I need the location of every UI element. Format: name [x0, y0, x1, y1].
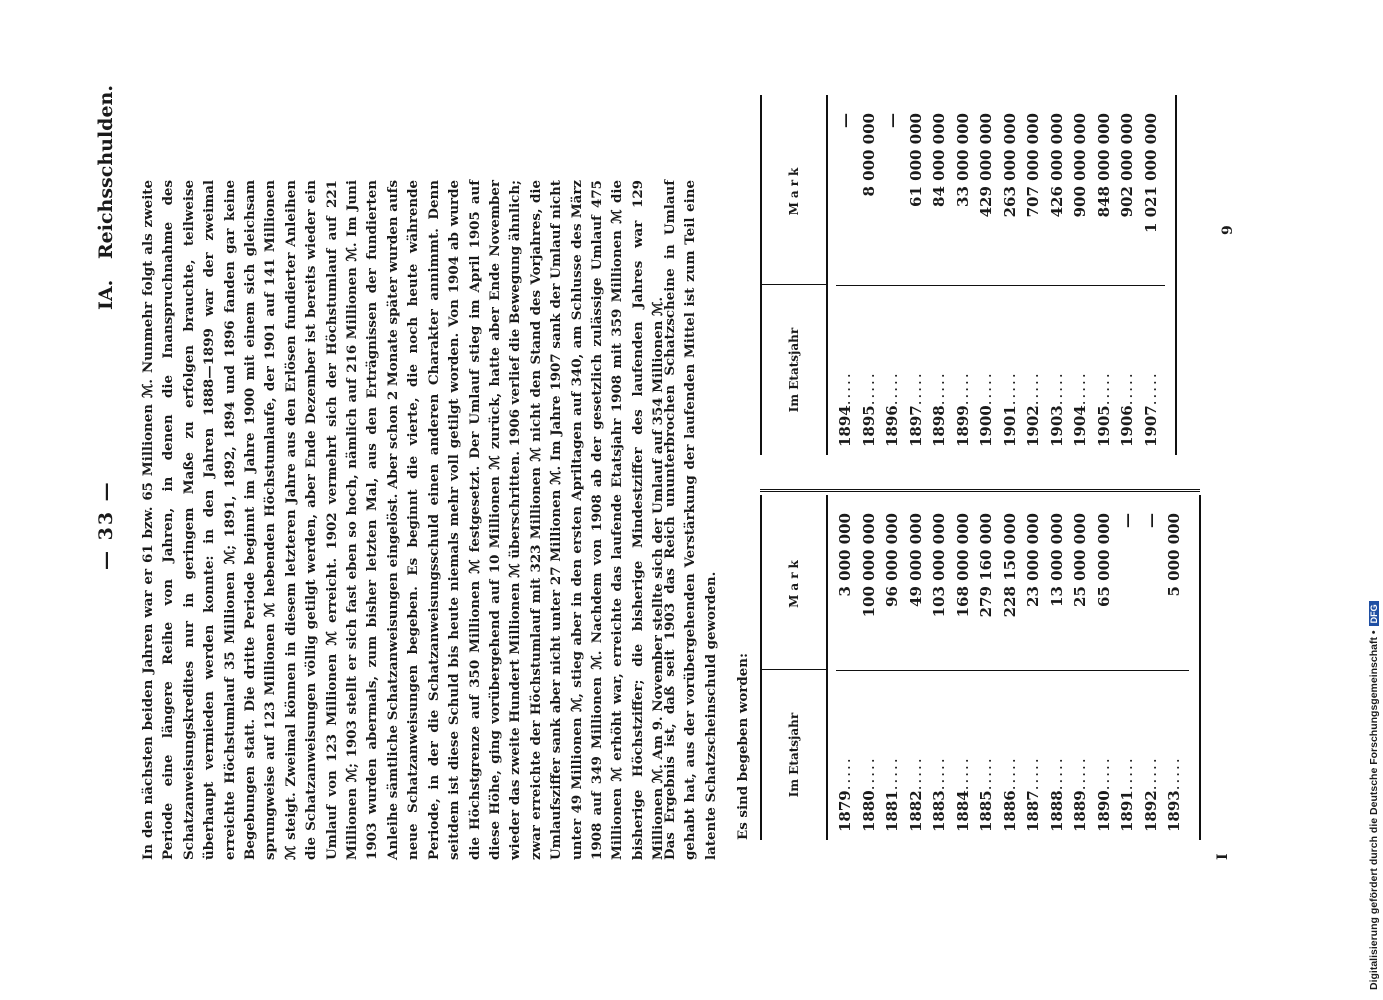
year-cell: [1142, 285, 1166, 455]
year-cell: [954, 285, 978, 455]
table-body: [828, 95, 1175, 455]
year-cell: [1001, 285, 1025, 455]
year-value: 1900: [977, 405, 995, 447]
year-cell: [836, 670, 860, 840]
year-cell: [954, 670, 978, 840]
year-cell: [907, 285, 931, 455]
year-value: 1887: [1024, 790, 1042, 832]
year-value: 1880: [859, 790, 878, 832]
amount-cell: 3 000 000: [836, 513, 854, 597]
year-cell: [930, 670, 954, 840]
year-cell: [883, 670, 907, 840]
amount-cell: 100 000 000: [859, 513, 878, 618]
table-row: [1001, 495, 1025, 840]
leader-dots: .....: [859, 371, 878, 406]
amount-cell: 848 000 000: [1094, 113, 1113, 218]
table-row: [1118, 495, 1142, 840]
leader-dots: .....: [859, 756, 878, 791]
table-row: [954, 95, 978, 455]
page-header: [95, 0, 125, 1000]
leader-dots: .....: [1118, 756, 1136, 791]
year-cell: [1095, 670, 1119, 840]
leader-dots: .....: [1118, 371, 1136, 406]
amount-cell: 25 000 000: [1071, 513, 1089, 607]
leader-dots: .....: [930, 371, 948, 406]
year-cell: [1142, 670, 1166, 840]
year-value: 1898: [930, 405, 948, 447]
amount-cell: 168 000 000: [953, 513, 972, 618]
table-row: [1095, 495, 1119, 840]
year-cell: [1165, 670, 1189, 840]
table-right: [760, 95, 1177, 455]
year-cell: [860, 670, 884, 840]
amount-cell: 49 000 000: [906, 513, 925, 607]
leader-dots: .....: [836, 756, 854, 791]
year-value: 1879: [836, 790, 854, 832]
year-value: 1892: [1141, 790, 1160, 832]
amount-cell: 5 000 000: [1165, 513, 1183, 597]
table-row: [930, 495, 954, 840]
table-row: [836, 95, 860, 455]
paragraph-main: In den nächsten beiden Jahren war er 61 bzw. 65 Millionen ℳ. Nunmehr folgt als zweite Periode eine längere Reihe von Jahren, in denen die Inanspruchnahme des Schatzanweisungskredites nur in geringem Maße zu erfolgen brauchte, teilweise überhaupt vermieden werden konnte: in den Jahren 1888—1899 war der zweimal erreichte Höchstumlauf 35 Millionen ℳ; 1891, 1892, 1894 und 1896 fanden gar keine Begebungen statt. Die dritte Periode beginnt im Jahre 1900 mit einem sich gleichsam sprungweise auf 123 Millionen ℳ hebenden Höchstumlaufe, der 1901 auf 141 Millionen ℳ steigt. Zweimal können in diesem letzteren Jahre aus den Erlösen fundierter Anleihen die Schatzanweisungen völlig getilgt werden, aber Ende Dezember ist bereits wieder ein Umlauf von 123 Millionen ℳ erreicht. 1902 vermehrt sich der Höchstumlauf auf 221 Millionen ℳ; 1903 stellt er sich fast eben so hoch, nämlich auf 216 Millionen ℳ. Im Juni 1903 wurden abermals, zum bisher letzten Mal, aus den Erträgnissen der fundierten Anleihe sämtliche Schatzanweisungen eingelöst. Aber schon 2 Monate später wurden aufs neue Schatzanweisungen begeben. Es beginnt die vierte, die noch heute währende Periode, in der die Schatzanweisungsschuld einen anderen Charakter annimmt. Denn seitdem ist diese Schuld bis heute niemals mehr voll getilgt worden. Von 1904 ab wurde die Höchstgrenze auf 350 Millionen ℳ festgesetzt. Der Umlauf stieg im April 1905 auf diese Höhe, ging vorübergehend auf 10 Millionen ℳ zurück, hatte aber Ende November wieder das zweite Hundert Millionen ℳ überschritten. 1906 verlief die Bewegung ähnlich; zwar erreichte der Höchstumlauf mit 323 Millionen ℳ nicht den Stand des Vorjahres, die Umlaufsziffer sank aber nicht unter 27 Millionen ℳ. Im Jahre 1907 sank der Umlauf nicht unter 49 Millionen ℳ, stieg aber in den ersten Apriltagen auf 340, am Schlusse des März 1908 auf 349 Millionen ℳ. Nachdem von 1908 ab der gesetzlich zulässige Umlauf 475 Millionen ℳ erhöht war, erreichte das laufende Etatsjahr 1908 mit 359 Millionen ℳ die bisherige Höchstziffer; die bisherige Mindestziffer des laufenden Jahres war 129 Millionen ℳ. Am 9. November stellte sich der Umlauf auf 354 Millionen ℳ.: [140, 180, 667, 860]
table-row: [954, 495, 978, 840]
year-cell: [1024, 285, 1048, 455]
leader-dots: .....: [953, 756, 972, 791]
table-intro: Es sind begeben worden:: [735, 653, 751, 840]
table-row: [1165, 495, 1189, 840]
table-row: [860, 95, 884, 455]
year-value: 1906: [1118, 405, 1136, 447]
digitization-credit: [1368, 0, 1382, 990]
year-value: 1903: [1047, 405, 1066, 447]
leader-dots: .....: [930, 756, 948, 791]
year-cell: [907, 670, 931, 840]
year-value: 1888: [1047, 790, 1066, 832]
header-amount: Mark: [787, 163, 801, 216]
amount-cell: 65 000 000: [1094, 513, 1113, 607]
amount-cell: 228 150 000: [1000, 513, 1019, 618]
page-footer-number: 9: [1220, 225, 1236, 235]
year-value: 1883: [930, 790, 948, 832]
table-row: [907, 495, 931, 840]
amount-cell: 84 000 000: [930, 113, 948, 207]
year-cell: [1095, 285, 1119, 455]
year-cell: [860, 285, 884, 455]
amount-cell: 279 160 000: [977, 513, 995, 618]
amount-cell: 900 000 000: [1071, 113, 1089, 218]
table-row: [883, 495, 907, 840]
year-cell: [883, 285, 907, 455]
year-value: 1881: [883, 790, 901, 832]
table-header: [762, 495, 828, 840]
amount-cell: 33 000 000: [953, 113, 972, 207]
year-value: 1885: [977, 790, 995, 832]
paragraph-result: Das Ergebnis ist, daß seit 1903 das Reich ununterbrochen Schatzscheine in Umlauf gehabt hat, aus der vorübergehenden Verstärkung der laufenden Mittel ist zum Teil eine latente Schatzscheinschuld geworden.: [662, 180, 719, 860]
table-header: [762, 95, 828, 455]
leader-dots: .....: [1141, 371, 1160, 406]
section-label: IA.: [95, 279, 117, 310]
leader-dots: .....: [953, 371, 972, 406]
amount-cell: 13 000 000: [1047, 513, 1066, 607]
leader-dots: .....: [1024, 756, 1042, 791]
leader-dots: .....: [1024, 371, 1042, 406]
amount-cell: 23 000 000: [1024, 513, 1042, 607]
table-row: [1071, 495, 1095, 840]
year-value: 1899: [953, 405, 972, 447]
year-value: 1886: [1000, 790, 1019, 832]
title-text: Reichsschulden.: [95, 85, 117, 260]
signature-mark: I: [1215, 853, 1231, 860]
amount-cell: 8 000 000: [859, 113, 878, 197]
amount-cell: 429 000 000: [977, 113, 995, 218]
amount-cell: —: [836, 113, 854, 128]
year-cell: [930, 285, 954, 455]
table-row: [883, 95, 907, 455]
year-value: 1901: [1000, 405, 1019, 447]
year-value: 1905: [1094, 405, 1113, 447]
amount-cell: —: [883, 113, 901, 128]
amount-cell: 263 000 000: [1000, 113, 1019, 218]
table-row: [1048, 495, 1072, 840]
year-cell: [1118, 285, 1142, 455]
year-value: 1904: [1071, 405, 1089, 447]
leader-dots: .....: [1047, 371, 1066, 406]
amount-cell: 426 000 000: [1047, 113, 1066, 218]
leader-dots: .....: [1094, 371, 1113, 406]
table-row: [1024, 495, 1048, 840]
year-cell: [836, 285, 860, 455]
leader-dots: .....: [1071, 371, 1089, 406]
leader-dots: .....: [1047, 756, 1066, 791]
year-cell: [977, 670, 1001, 840]
year-value: 1907: [1141, 405, 1160, 447]
leader-dots: .....: [1071, 756, 1089, 791]
leader-dots: .....: [1165, 756, 1183, 791]
leader-dots: .....: [906, 371, 925, 406]
leader-dots: .....: [1000, 371, 1019, 406]
leader-dots: .....: [883, 371, 901, 406]
year-cell: [1118, 670, 1142, 840]
table-row: [1071, 95, 1095, 455]
leader-dots: .....: [977, 371, 995, 406]
amount-cell: 96 000 000: [883, 513, 901, 607]
credit-text: Digitalisierung gefördert durch die Deutsche Forschungsgemeinschaft •: [1368, 630, 1380, 990]
year-cell: [1071, 285, 1095, 455]
table-row: [860, 495, 884, 840]
year-cell: [977, 285, 1001, 455]
header-amount: Mark: [787, 556, 801, 608]
year-cell: [1024, 670, 1048, 840]
table-row: [907, 95, 931, 455]
amount-cell: 707 000 000: [1024, 113, 1042, 218]
header-year: Im Etatsjahr: [762, 284, 826, 455]
leader-dots: .....: [1094, 756, 1113, 791]
year-value: 1895: [859, 405, 878, 447]
year-cell: [1001, 670, 1025, 840]
leader-dots: .....: [1000, 756, 1019, 791]
year-cell: [1071, 670, 1095, 840]
year-value: 1893: [1165, 790, 1183, 832]
table-row: [1142, 495, 1166, 840]
year-value: 1897: [906, 405, 925, 447]
leader-dots: .....: [977, 756, 995, 791]
amount-cell: 61 000 000: [906, 113, 925, 207]
amount-cell: 902 000 000: [1118, 113, 1136, 218]
table-left: [760, 495, 1201, 840]
amount-cell: —: [1141, 513, 1160, 528]
year-value: 1884: [953, 790, 972, 832]
amount-cell: 103 000 000: [930, 513, 948, 618]
year-cell: [1048, 285, 1072, 455]
table-row: [1142, 95, 1166, 455]
year-value: 1894: [836, 405, 854, 447]
table-row: [977, 495, 1001, 840]
leader-dots: .....: [906, 756, 925, 791]
table-row: [1118, 95, 1142, 455]
year-value: 1889: [1071, 790, 1089, 832]
table-body: [828, 495, 1199, 840]
table-row: [1024, 95, 1048, 455]
table-row: [836, 495, 860, 840]
year-value: 1896: [883, 405, 901, 447]
year-value: 1891: [1118, 790, 1136, 832]
year-cell: [1048, 670, 1072, 840]
column-separator: [760, 455, 1200, 492]
table-row: [930, 95, 954, 455]
amount-cell: 1 021 000 000: [1141, 113, 1160, 234]
running-title: [95, 85, 117, 310]
dfg-logo: DFG: [1369, 601, 1379, 626]
year-value: 1882: [906, 790, 925, 832]
table-row: [1048, 95, 1072, 455]
table-row: [977, 95, 1001, 455]
year-value: 1902: [1024, 405, 1042, 447]
page-number: — 33 —: [95, 480, 117, 570]
table-row: [1001, 95, 1025, 455]
leader-dots: .....: [883, 756, 901, 791]
year-value: 1890: [1094, 790, 1113, 832]
table-row: [1095, 95, 1119, 455]
leader-dots: .....: [1141, 756, 1160, 791]
header-year: Im Etatsjahr: [762, 669, 826, 840]
leader-dots: .....: [836, 371, 854, 406]
amount-cell: —: [1118, 513, 1136, 528]
